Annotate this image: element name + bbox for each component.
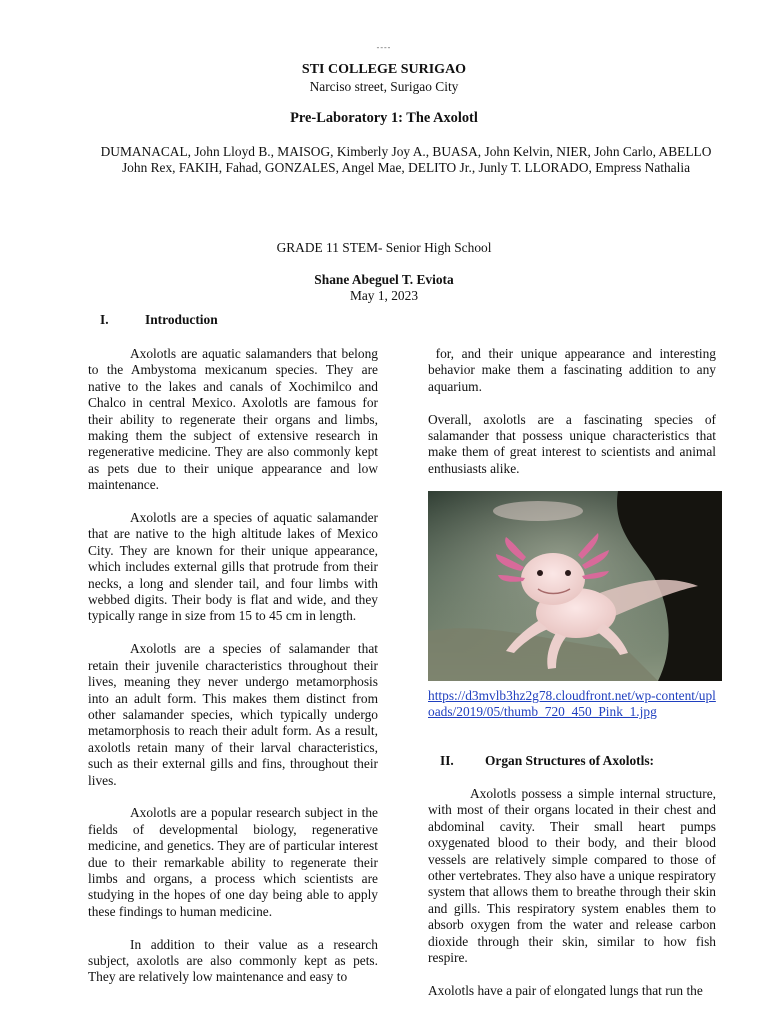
axolotl-photo xyxy=(428,491,722,681)
paragraph: Axolotls are a species of aquatic salamander that are native to the high altitude lakes of Mexico City. They are known for their unique appearance, which includes external gills that protrude from their necks, a long and slender tail, and four limbs with webbed digits. Their body is flat and wide, and they typically range in size from 15 to 45 cm in length. xyxy=(88,510,378,624)
section-number: I. xyxy=(100,312,109,327)
grade-level: GRADE 11 STEM- Senior High School xyxy=(276,240,492,255)
college-name: STI COLLEGE SURIGAO xyxy=(301,62,467,77)
college-address: Narciso street, Surigao City xyxy=(309,79,459,94)
section-number: II. xyxy=(440,753,454,768)
section-heading-introduction xyxy=(100,312,218,328)
paragraph: Overall, axolotls are a fascinating species of salamander that possess unique characteristics that make them of great interest to scientists and animal enthusiasts alike. xyxy=(428,411,716,476)
document-title: Pre-Laboratory 1: The Axolotl xyxy=(290,110,478,126)
paragraph: Axolotls are a popular research subject in the fields of developmental biology, regenerative medicine, and genetics. They are of particular interest due to their remarkable ability to regenerate their limbs and organs, a process which scientists are studying in the hopes of one day being able to apply these findings to human medicine. xyxy=(88,805,378,919)
author-list: DUMANACAL, John Lloyd B., MAISOG, Kimberly Joy A., BUASA, John Kelvin, NIER, John Carlo, ABELLO John Rex, FAKIH, Fahad, GONZALES, Angel Mae, DELITO Jr., Junly T. LLORADO, Empress Nathalia xyxy=(100,144,712,176)
paragraph: for, and their unique appearance and interesting behavior make them a fascinating addition to any aquarium. xyxy=(428,346,716,394)
left-column xyxy=(88,346,378,1002)
paragraph: In addition to their value as a research subject, axolotls are also commonly kept as pets. They are relatively low maintenance and easy to xyxy=(88,936,378,985)
paragraph: Axolotls possess a simple internal structure, with most of their organs located in their chest and abdominal cavity. Their small heart pumps oxygenated blood to their body, and their blood vessels are relatively simple compared to those of other vertebrates. They also have a unique respiratory system that allows them to breathe through their skin and gills. This respiratory system enables them to absorb oxygen from the water and release carbon dioxide through their skin, similar to how fish respire. xyxy=(428,786,716,966)
section-title: Organ Structures of Axolotls: xyxy=(485,753,654,768)
right-column-lower xyxy=(428,786,716,1016)
paragraph: Axolotls are a species of salamander that retain their juvenile characteristics throughout their lives, meaning they never undergo metamorphosis into an adult form. This makes them distinct from other salamander species, which typically undergo metamorphosis to reach their adult form. As a result, axolotls retain many of their larval characteristics, such as their external gills and fins, throughout their lives. xyxy=(88,641,378,788)
section-title: Introduction xyxy=(145,312,218,327)
page-top-mark: ---- xyxy=(376,43,392,52)
paragraph: Axolotls have a pair of elongated lungs that run the xyxy=(428,982,703,998)
right-column xyxy=(428,346,716,494)
document-date: May 1, 2023 xyxy=(349,288,419,303)
section-heading-organ-structures xyxy=(440,753,654,769)
paragraph: Axolotls are aquatic salamanders that belong to the Ambystoma mexicanum species. They are native to the lakes and canals of Xochimilco and Chalco in central Mexico. Axolotls are famous for their ability to regenerate their organs and limbs, making them the subject of extensive research in regenerative medicine. They are also commonly kept as pets due to their unique appearance and low maintenance. xyxy=(88,346,378,493)
instructor-name: Shane Abeguel T. Eviota xyxy=(314,272,454,287)
image-source-link[interactable]: https://d3mvlb3hz2g78.cloudfront.net/wp-content/uploads/2019/05/thumb_720_450_Pink_1.jpg xyxy=(428,688,716,720)
